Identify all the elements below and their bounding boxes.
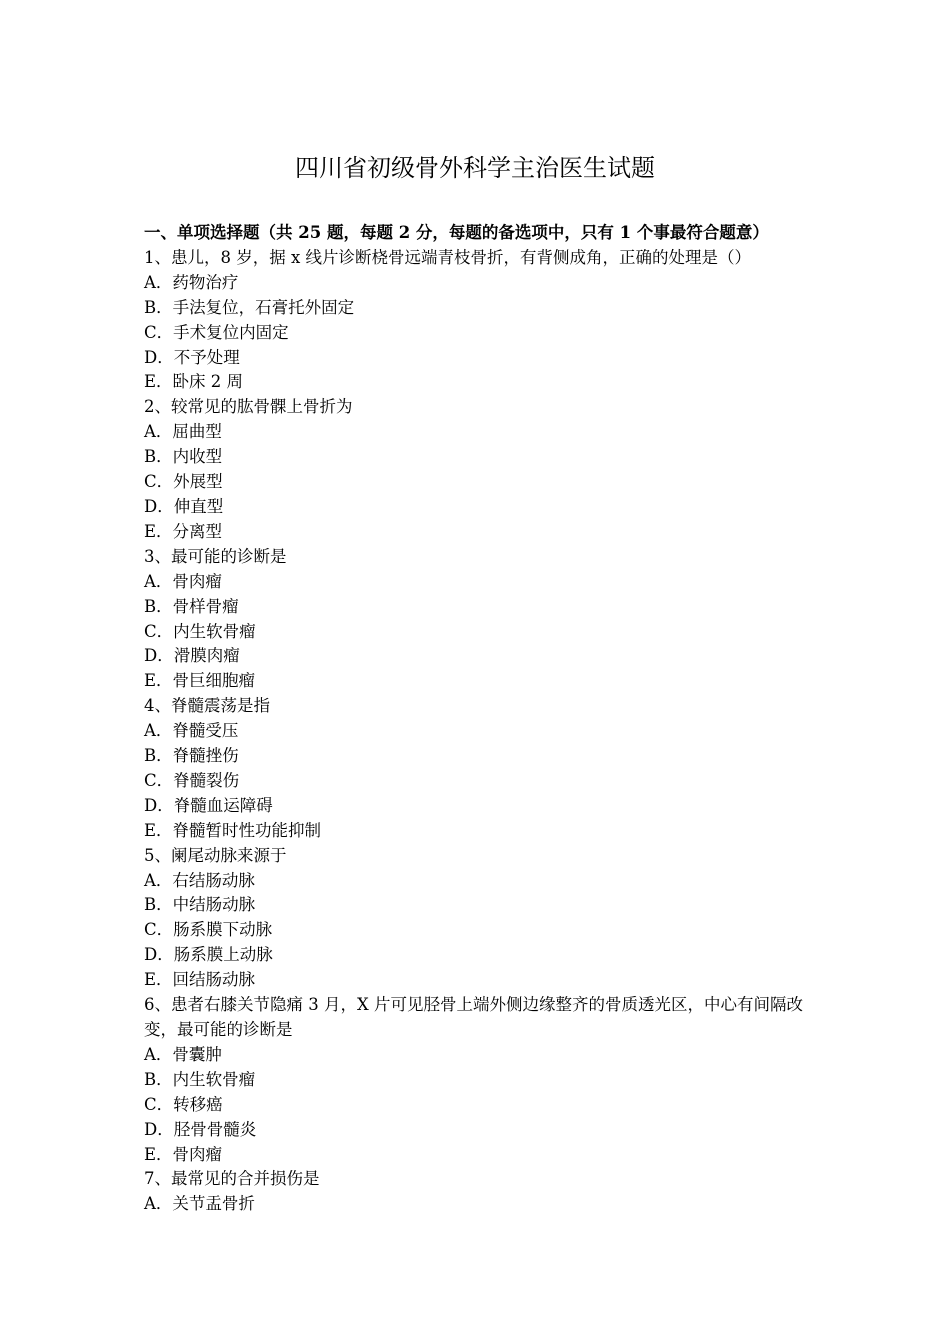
option-c: C．内生软骨瘤 <box>144 621 256 641</box>
option-d: D．肠系膜上动脉 <box>144 945 273 965</box>
option-a: A．药物治疗 <box>144 272 239 292</box>
question-3 <box>144 545 814 694</box>
question-stem: 2、较常见的肱骨髁上骨折为 <box>144 397 353 417</box>
question-stem: 6、患者右膝关节隐痛 3 月，X 片可见胫骨上端外侧边缘整齐的骨质透光区，中心有间隔改变，最可能的诊断是 <box>144 995 803 1039</box>
option-b: B．骨样骨瘤 <box>144 596 239 616</box>
option-b: B．内收型 <box>144 447 223 467</box>
option-e: E．卧床 2 周 <box>144 372 244 392</box>
option-d: D．脊髓血运障碍 <box>144 795 273 815</box>
option-b: B．手法复位，石膏托外固定 <box>144 297 355 317</box>
question-2 <box>144 395 814 544</box>
option-d: D．滑膜肉瘤 <box>144 646 240 666</box>
option-b: B．中结肠动脉 <box>144 895 256 915</box>
question-stem: 1、患儿，8 岁，据 x 线片诊断桡骨远端青枝骨折，有背侧成角，正确的处理是（） <box>144 247 752 267</box>
option-c: C．肠系膜下动脉 <box>144 920 273 940</box>
section-heading: 一、单项选择题（共 25 题，每题 2 分，每题的备选项中，只有 1 个事最符合题意） <box>144 223 769 242</box>
option-e: E．骨肉瘤 <box>144 1144 223 1164</box>
question-stem: 4、脊髓震荡是指 <box>144 696 270 716</box>
option-e: E．骨巨细胞瘤 <box>144 671 256 691</box>
question-5 <box>144 844 814 993</box>
page-title: 四川省初级骨外科学主治医生试题 <box>295 154 655 182</box>
option-e: E．回结肠动脉 <box>144 970 256 990</box>
option-c: C．外展型 <box>144 472 223 492</box>
option-b: B．脊髓挫伤 <box>144 746 239 766</box>
option-d: D．不予处理 <box>144 347 240 367</box>
option-d: D．伸直型 <box>144 496 224 516</box>
option-b: B．内生软骨瘤 <box>144 1069 256 1089</box>
option-c: C．转移癌 <box>144 1094 223 1114</box>
option-c: C．手术复位内固定 <box>144 322 289 342</box>
question-1 <box>144 246 814 395</box>
option-a: A．右结肠动脉 <box>144 870 255 890</box>
question-7 <box>144 1167 814 1217</box>
question-4 <box>144 694 814 843</box>
option-a: A．骨囊肿 <box>144 1044 222 1064</box>
option-a: A．脊髓受压 <box>144 721 239 741</box>
document-body <box>144 221 814 1217</box>
option-e: E．脊髓暂时性功能抑制 <box>144 820 322 840</box>
option-a: A．关节盂骨折 <box>144 1194 255 1214</box>
option-d: D．胫骨骨髓炎 <box>144 1119 257 1139</box>
question-6 <box>144 993 814 1167</box>
question-stem: 5、阑尾动脉来源于 <box>144 845 287 865</box>
option-e: E．分离型 <box>144 521 223 541</box>
option-c: C．脊髓裂伤 <box>144 770 240 790</box>
question-stem: 3、最可能的诊断是 <box>144 546 287 566</box>
option-a: A．屈曲型 <box>144 422 222 442</box>
option-a: A．骨肉瘤 <box>144 571 222 591</box>
question-stem: 7、最常见的合并损伤是 <box>144 1169 320 1189</box>
